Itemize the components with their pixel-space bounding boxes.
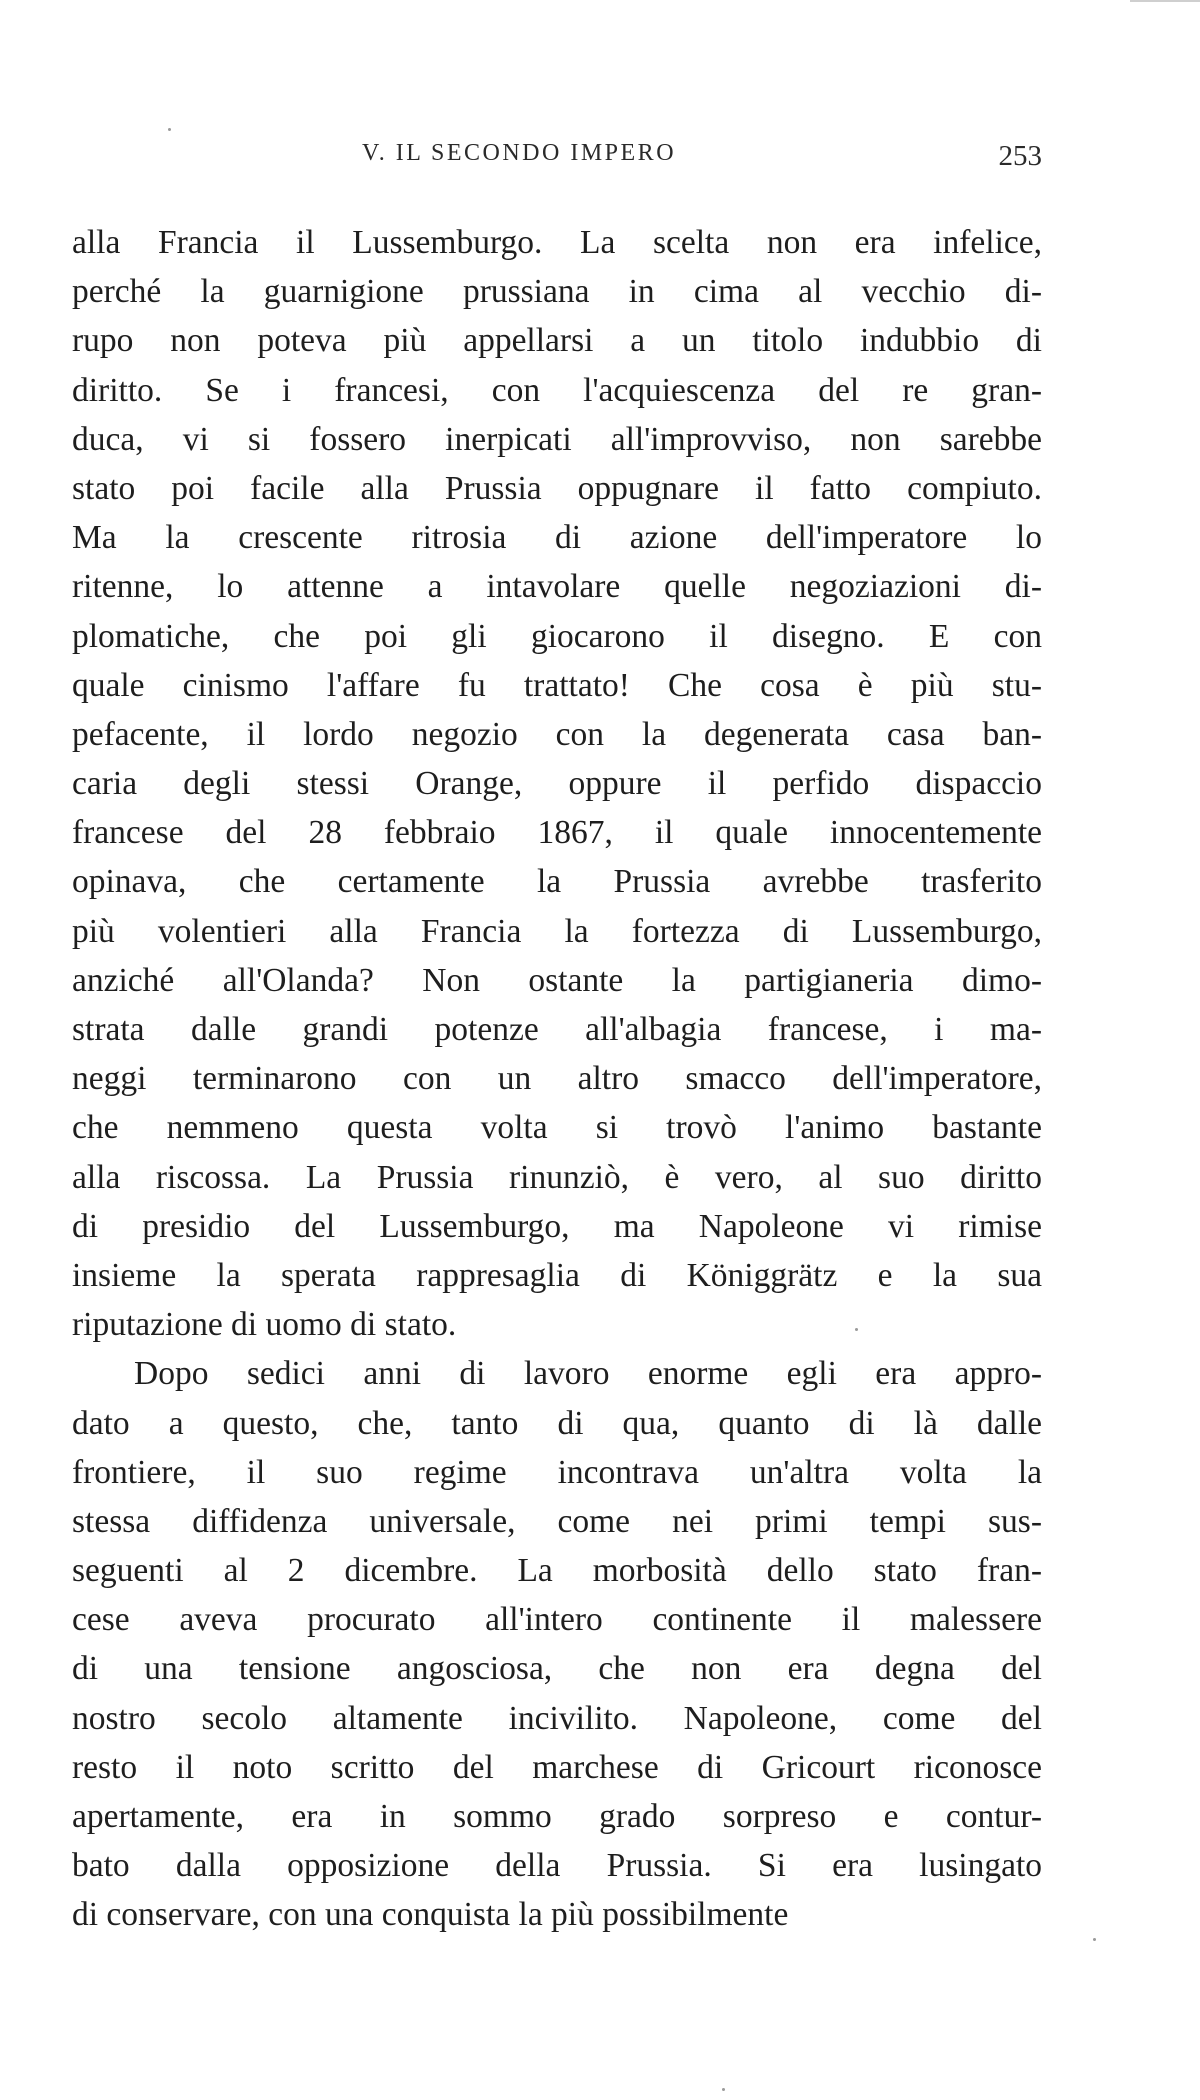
text-line: stessa diffidenza universale, come nei primi tempi sus- bbox=[72, 1502, 1042, 1540]
text-line: dato a questo, che, tanto di qua, quanto di là dalle bbox=[72, 1404, 1042, 1442]
text-line: alla Francia il Lussemburgo. La scelta non era infelice, bbox=[72, 224, 1042, 261]
paragraph-1 bbox=[72, 218, 1042, 1349]
text-line: resto il noto scritto del marchese di Gricourt riconosce bbox=[72, 1748, 1042, 1786]
scan-edge-rule bbox=[1130, 0, 1200, 2]
scan-speck bbox=[722, 2088, 725, 2091]
text-line: nostro secolo altamente incivilito. Napoleone, come del bbox=[72, 1699, 1042, 1737]
paragraph-2 bbox=[72, 1349, 1042, 1939]
text-line: cese aveva procurato all'intero continente il malessere bbox=[72, 1601, 1042, 1639]
text-line: quale cinismo l'affare fu trattato! Che cosa è più stu- bbox=[72, 666, 1042, 704]
text-line: bato dalla opposizione della Prussia. Si era lusingato bbox=[72, 1847, 1042, 1885]
text-line: più volentieri alla Francia la fortezza di Lussemburgo, bbox=[72, 912, 1042, 950]
running-title: V. IL SECONDO IMPERO bbox=[362, 140, 677, 166]
text-line: frontiere, il suo regime incontrava un'altra volta la bbox=[72, 1453, 1042, 1491]
text-line: di conservare, con una conquista la più possibilmente bbox=[72, 1896, 789, 1934]
text-line: strata dalle grandi potenze all'albagia francese, i ma- bbox=[72, 1011, 1042, 1048]
text-line: seguenti al 2 dicembre. La morbosità dello stato fran- bbox=[72, 1552, 1042, 1590]
text-line: caria degli stessi Orange, oppure il perfido dispaccio bbox=[72, 765, 1042, 803]
text-line: opinava, che certamente la Prussia avrebbe trasferito bbox=[72, 863, 1042, 901]
text-line: francese del 28 febbraio 1867, il quale innocentemente bbox=[72, 814, 1042, 852]
text-line: di una tensione angosciosa, che non era degna del bbox=[72, 1650, 1042, 1688]
text-line: anziché all'Olanda? Non ostante la partigianeria dimo- bbox=[72, 961, 1042, 999]
running-head bbox=[72, 140, 1042, 176]
text-line: insieme la sperata rappresaglia di Königgrätz e la sua bbox=[72, 1256, 1042, 1294]
body-text bbox=[72, 218, 1042, 1940]
text-line: rupo non poteva più appellarsi a un titolo indubbio di bbox=[72, 322, 1042, 360]
text-line: stato poi facile alla Prussia oppugnare il fatto compiuto. bbox=[72, 469, 1042, 507]
scan-speck bbox=[1093, 1938, 1096, 1941]
text-line: Dopo sedici anni di lavoro enorme egli era appro- bbox=[134, 1355, 1042, 1393]
text-line: pefacente, il lordo negozio con la degenerata casa ban- bbox=[72, 715, 1042, 753]
text-line: apertamente, era in sommo grado sorpreso e contur- bbox=[72, 1798, 1042, 1835]
text-line: Ma la crescente ritrosia di azione dell'imperatore lo bbox=[72, 519, 1042, 557]
text-line: che nemmeno questa volta si trovò l'animo bastante bbox=[72, 1109, 1042, 1147]
text-line: perché la guarnigione prussiana in cima al vecchio di- bbox=[72, 273, 1042, 311]
text-line: neggi terminarono con un altro smacco dell'imperatore, bbox=[72, 1060, 1042, 1098]
text-line: riputazione di uomo di stato. bbox=[72, 1306, 457, 1344]
text-line: duca, vi si fossero inerpicati all'improvviso, non sarebbe bbox=[72, 420, 1042, 458]
text-line: ritenne, lo attenne a intavolare quelle negoziazioni di- bbox=[72, 568, 1042, 606]
scan-speck bbox=[855, 1328, 858, 1331]
page-number: 253 bbox=[998, 140, 1042, 172]
text-line: plomatiche, che poi gli giocarono il disegno. E con bbox=[72, 617, 1042, 655]
text-line: diritto. Se i francesi, con l'acquiescenza del re gran- bbox=[72, 371, 1042, 409]
text-line: alla riscossa. La Prussia rinunziò, è vero, al suo diritto bbox=[72, 1158, 1042, 1196]
scan-speck bbox=[168, 128, 171, 131]
text-line: di presidio del Lussemburgo, ma Napoleone vi rimise bbox=[72, 1207, 1042, 1245]
